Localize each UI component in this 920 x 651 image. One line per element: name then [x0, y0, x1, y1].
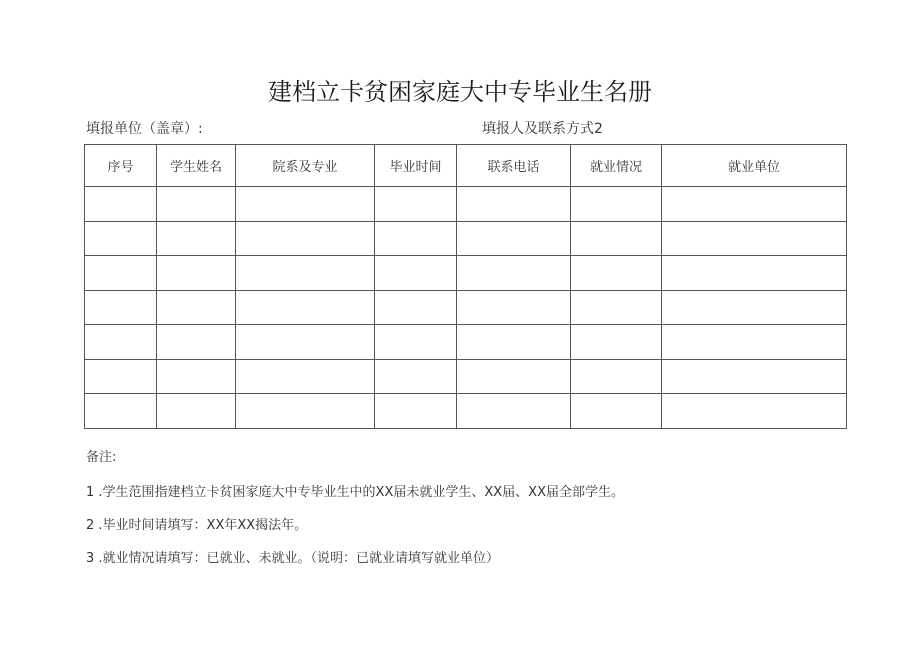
header-serial-number: 序号 — [85, 145, 157, 187]
header-employer: 就业单位 — [662, 145, 847, 187]
table-cell — [662, 221, 847, 256]
note-item-1: 1 .学生范围指建档立卡贫困家庭大中专毕业生中的XX届未就业学生、XX届、XX届全部学生。 — [86, 485, 624, 500]
table-header-row — [85, 145, 847, 187]
notes-label: 备注: — [86, 450, 117, 465]
table-cell — [571, 325, 662, 360]
table-cell — [236, 256, 375, 291]
header-student-name: 学生姓名 — [157, 145, 236, 187]
note-item-2: 2 .毕业时间请填写：XX年XX揭法年。 — [86, 518, 308, 533]
table-cell — [236, 187, 375, 222]
table-cell — [375, 394, 457, 429]
table-row — [85, 394, 847, 429]
table-cell — [457, 187, 571, 222]
table-cell — [571, 359, 662, 394]
table-cell — [85, 359, 157, 394]
table-cell — [571, 394, 662, 429]
table-cell — [662, 187, 847, 222]
table-row — [85, 256, 847, 291]
table-cell — [85, 325, 157, 360]
table-cell — [157, 187, 236, 222]
table-cell — [157, 290, 236, 325]
table-cell — [662, 394, 847, 429]
table-cell — [571, 290, 662, 325]
table-cell — [85, 221, 157, 256]
table-cell — [236, 359, 375, 394]
table-cell — [457, 325, 571, 360]
graduate-roster-table — [84, 144, 847, 429]
header-contact-phone: 联系电话 — [457, 145, 571, 187]
table-cell — [375, 359, 457, 394]
table-cell — [457, 359, 571, 394]
table-cell — [375, 290, 457, 325]
table-row — [85, 359, 847, 394]
table-cell — [662, 325, 847, 360]
header-department-major: 院系及专业 — [236, 145, 375, 187]
table-cell — [157, 394, 236, 429]
table-row — [85, 221, 847, 256]
table-cell — [457, 221, 571, 256]
note-item-3: 3 .就业情况请填写：已就业、未就业。（说明：已就业请填写就业单位） — [86, 551, 500, 566]
table-cell — [375, 325, 457, 360]
table-cell — [457, 290, 571, 325]
table-cell — [375, 187, 457, 222]
table-row — [85, 290, 847, 325]
table-cell — [157, 221, 236, 256]
reporting-unit-label: 填报单位（盖章）: — [86, 121, 203, 137]
reporter-contact-label: 填报人及联系方式2 — [482, 121, 603, 137]
table-cell — [457, 256, 571, 291]
table-cell — [85, 394, 157, 429]
table-cell — [236, 394, 375, 429]
header-employment-status: 就业情况 — [571, 145, 662, 187]
table-cell — [157, 325, 236, 360]
table-cell — [571, 221, 662, 256]
table-cell — [662, 290, 847, 325]
table-cell — [157, 359, 236, 394]
table-cell — [236, 221, 375, 256]
table-cell — [375, 256, 457, 291]
table-cell — [236, 290, 375, 325]
table-cell — [571, 187, 662, 222]
table-cell — [85, 290, 157, 325]
table-row — [85, 325, 847, 360]
table-cell — [157, 256, 236, 291]
table-cell — [236, 325, 375, 360]
document-title: 建档立卡贫困家庭大中专毕业生名册 — [268, 78, 652, 106]
table-cell — [375, 221, 457, 256]
table-row — [85, 187, 847, 222]
table-cell — [571, 256, 662, 291]
table-cell — [457, 394, 571, 429]
header-graduation-time: 毕业时间 — [375, 145, 457, 187]
table-cell — [85, 187, 157, 222]
table-cell — [662, 256, 847, 291]
table-cell — [85, 256, 157, 291]
table-cell — [662, 359, 847, 394]
